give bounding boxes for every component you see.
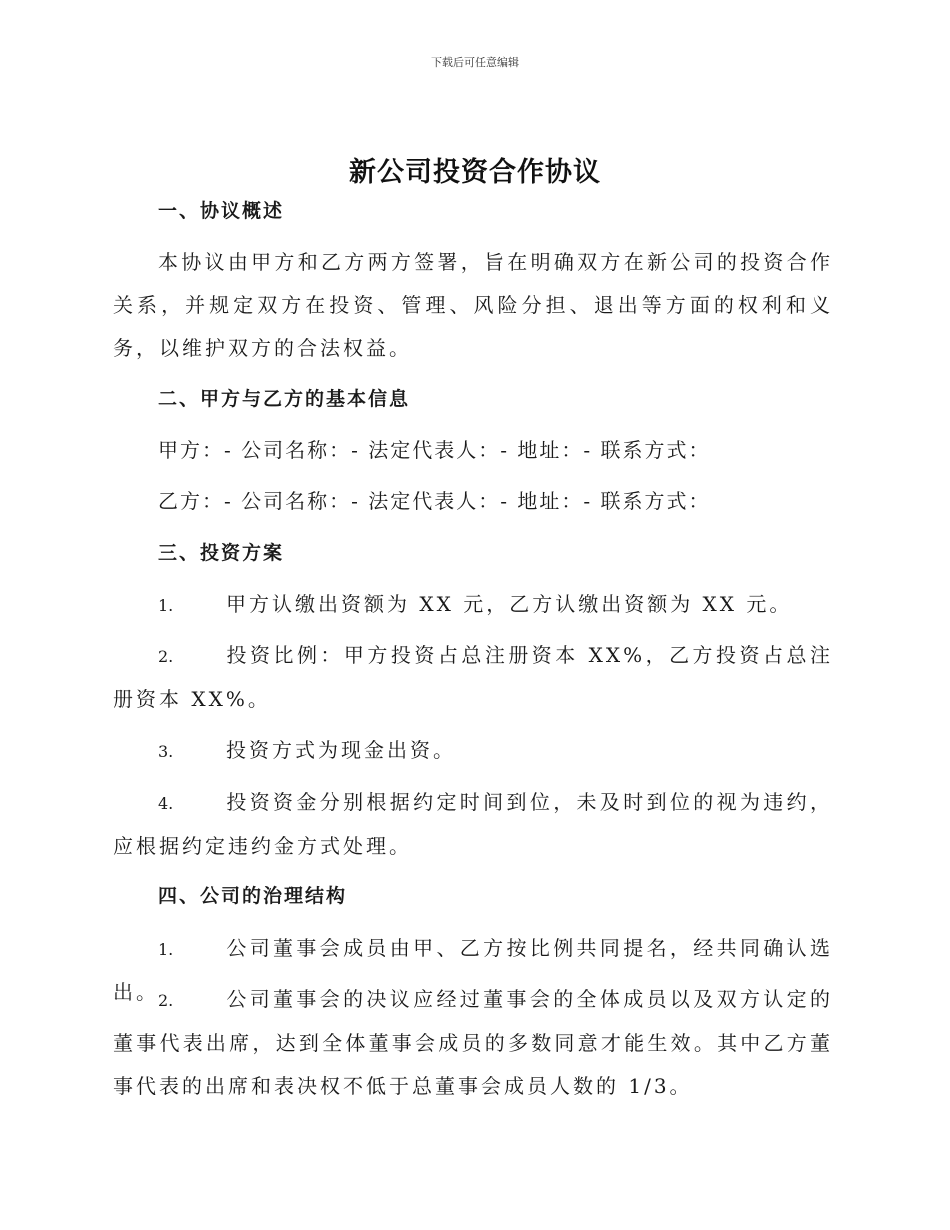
item-number: 3. <box>158 742 174 761</box>
item-text: 投资方式为现金出资。 <box>226 738 456 762</box>
list-item <box>113 729 833 773</box>
item-number: 1. <box>158 940 174 959</box>
party-a-info <box>113 429 833 472</box>
item-number: 2. <box>158 991 174 1010</box>
section-1 <box>113 190 833 233</box>
section-2 <box>113 378 833 421</box>
item-number: 1. <box>158 596 174 615</box>
item-text: 甲方认缴出资额为 XX 元，乙方认缴出资额为 XX 元。 <box>226 592 793 616</box>
item-text: 投资比例：甲方投资占总注册资本 XX%，乙方投资占总注册资本 XX%。 <box>113 643 833 711</box>
item-text: 公司董事会成员由甲、乙方按比例共同提名，经共同确认选出。 <box>113 936 833 1004</box>
section-heading: 二、甲方与乙方的基本信息 <box>158 388 411 410</box>
list-item <box>113 978 833 1108</box>
document-title: 新公司投资合作协议 <box>349 157 601 188</box>
section-heading: 一、协议概述 <box>158 200 285 222</box>
list-item <box>113 583 833 627</box>
party-b-line: 乙方：- 公司名称：- 法定代表人：- 地址：- 联系方式： <box>158 489 711 513</box>
section-1-body <box>113 241 833 370</box>
party-b-info <box>113 480 833 523</box>
section-3 <box>113 532 833 575</box>
item-number: 2. <box>158 647 174 666</box>
party-a-line: 甲方：- 公司名称：- 法定代表人：- 地址：- 联系方式： <box>158 438 711 462</box>
section-4 <box>113 875 833 918</box>
item-text: 投资资金分别根据约定时间到位，未及时到位的视为违约，应根据约定违约金方式处理。 <box>113 790 833 858</box>
header-note: 下载后可任意编辑 <box>431 56 519 69</box>
list-item <box>113 634 833 721</box>
list-item <box>113 781 833 868</box>
item-number: 4. <box>158 794 174 813</box>
item-text: 公司董事会的决议应经过董事会的全体成员以及双方认定的董事代表出席，达到全体董事会成员的多数同意才能生效。其中乙方董事代表的出席和表决权不低于总董事会成员人数的 1/3。 <box>113 987 833 1098</box>
section-heading: 三、投资方案 <box>158 542 285 564</box>
section-heading: 四、公司的治理结构 <box>158 885 348 907</box>
paragraph: 本协议由甲方和乙方两方签署，旨在明确双方在新公司的投资合作关系，并规定双方在投资、管理、风险分担、退出等方面的权利和义务，以维护双方的合法权益。 <box>113 250 833 360</box>
